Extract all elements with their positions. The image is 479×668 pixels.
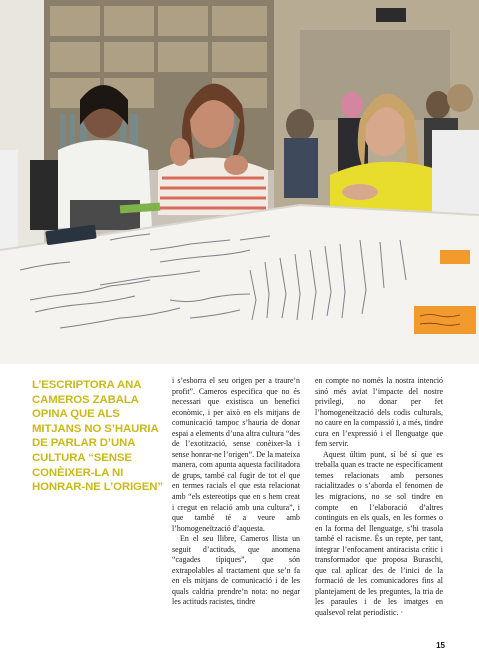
paragraph: en compte no només la nostra intenció sinó més aviat l’impacte del nostre privilegi, no donar per fet l’homogeneïtzació dels codis culturals, no caure en la compassió i, a més, tindre cura en l’expressió i el llenguatge que fem servir.: [315, 376, 443, 449]
page-number: 15: [436, 641, 445, 650]
paragraph: En el seu llibre, Cameros llista un seguit d’actituds, que anomena “cagades típiques”, que són extrapolables al tractament que se’n fa en els mitjans de comunicació i de les quals caldria prendre’n nota: no negar les actituds racistes, tindre: [172, 534, 300, 607]
article-column-2: [315, 376, 443, 619]
paragraph: Aquest últim punt, sí bé sí que es treballa quan es tracte ne específicament temes relacionats amb persones racialitzades o s’aborda el fenomen de les migracions, no se sol tindre en compte en l’elaboració d’altres continguts en els quals, en les formes o en la forma del llenguatge, s’hi trasola també el racisme. És un repte, per tant, integrar l’enfocament antiracista crític i transformador que proposa Buraschi, que cal aplicar des de l’inici de la formació de les comunicadores fins al plantejament de les preguntes, la tria de les paraules i de les imatges en qualsevol relat periodístic. ·: [315, 449, 443, 618]
paragraph: i s’esborra el seu origen per a traure’n profit”. Cameros especifica que no és necessari que existisca un benefici econòmic, i per això en els mitjans de comunicació tampoc s’hauria de donar espai a elements d’una altra cultura “des de l’exotització, sense conèixer-la i sense honrar-ne l’origen”. De la mateixa manera, com apunta aquesta facilitadora de grups, també cal fugir de tot el que en termes racials el que esta relacionat amb “els estereotips que en s hem creat i cregut en relació amb una cultura”, i que també té a veure amb l’homogeneïtzació d’aquesta.: [172, 376, 300, 533]
article-column-1: [172, 376, 300, 608]
pull-quote: L’ESCRIPTORA ANA CAMEROS ZABALA OPINA QUE ALS MITJANS NO S’HAURIA DE PARLAR D’UNA CULTURA “SENSE CONÈIXER-LA NI HONRAR-NE L’ORIGEN”: [32, 379, 163, 494]
